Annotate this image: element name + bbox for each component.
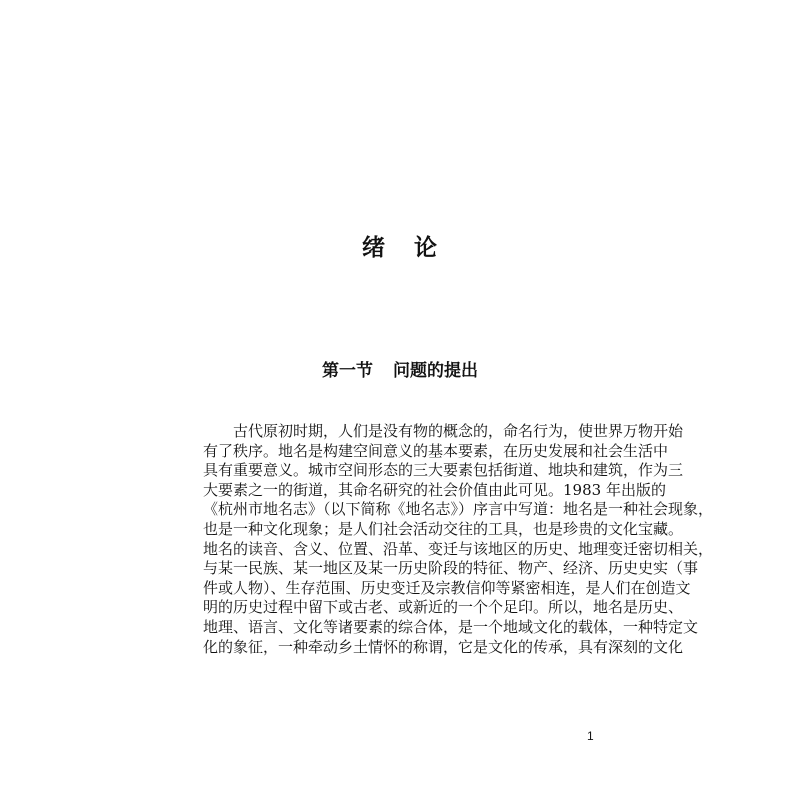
- section-title: 问题的提出: [393, 361, 478, 381]
- paragraph-line: 件或人物）、生存范围、历史变迁及宗教信仰等紧密相连，是人们在创造文: [203, 578, 691, 597]
- body-paragraph: [203, 422, 714, 657]
- chapter-title-char: 绪: [362, 235, 386, 261]
- paragraph-line: 地名的读音、含义、位置、沿革、变迁与该地区的历史、地理变迁密切相关，: [203, 539, 714, 558]
- paragraph-line: 《杭州市地名志》（以下简称《地名志》）序言中写道：地名是一种社会现象，: [203, 500, 714, 519]
- paragraph-line: 化的象征，一种牵动乡土情怀的称谓，它是文化的传承，具有深刻的文化: [203, 637, 684, 656]
- paragraph-line: 大要素之一的街道，其命名研究的社会价值由此可见。1983 年出版的: [203, 480, 666, 499]
- paragraph-line: 地理、语言、文化等诸要素的综合体，是一个地域文化的载体，一种特定文: [203, 617, 699, 636]
- page-number: 1: [587, 729, 594, 743]
- paragraph-line: 古代原初时期，人们是没有物的概念的，命名行为，使世界万物开始: [233, 422, 684, 440]
- section-heading: [0, 356, 800, 381]
- paragraph-line: 也是一种文化现象；是人们社会活动交往的工具，也是珍贵的文化宝藏。: [203, 519, 684, 538]
- section-number: 第一节: [322, 361, 373, 381]
- paragraph-line: 与某一民族、某一地区及某一历史阶段的特征、物产、经济、历史史实（事: [203, 559, 699, 578]
- paragraph-line: 具有重要意义。城市空间形态的三大要素包括街道、地块和建筑，作为三: [203, 461, 684, 480]
- chapter-title-char: 论: [414, 235, 438, 261]
- chapter-title: [0, 229, 800, 262]
- paragraph-line: 有了秩序。地名是构建空间意义的基本要素，在历史发展和社会生活中: [203, 441, 669, 460]
- paragraph-line: 明的历史过程中留下或古老、或新近的一个个足印。所以，地名是历史、: [203, 598, 684, 617]
